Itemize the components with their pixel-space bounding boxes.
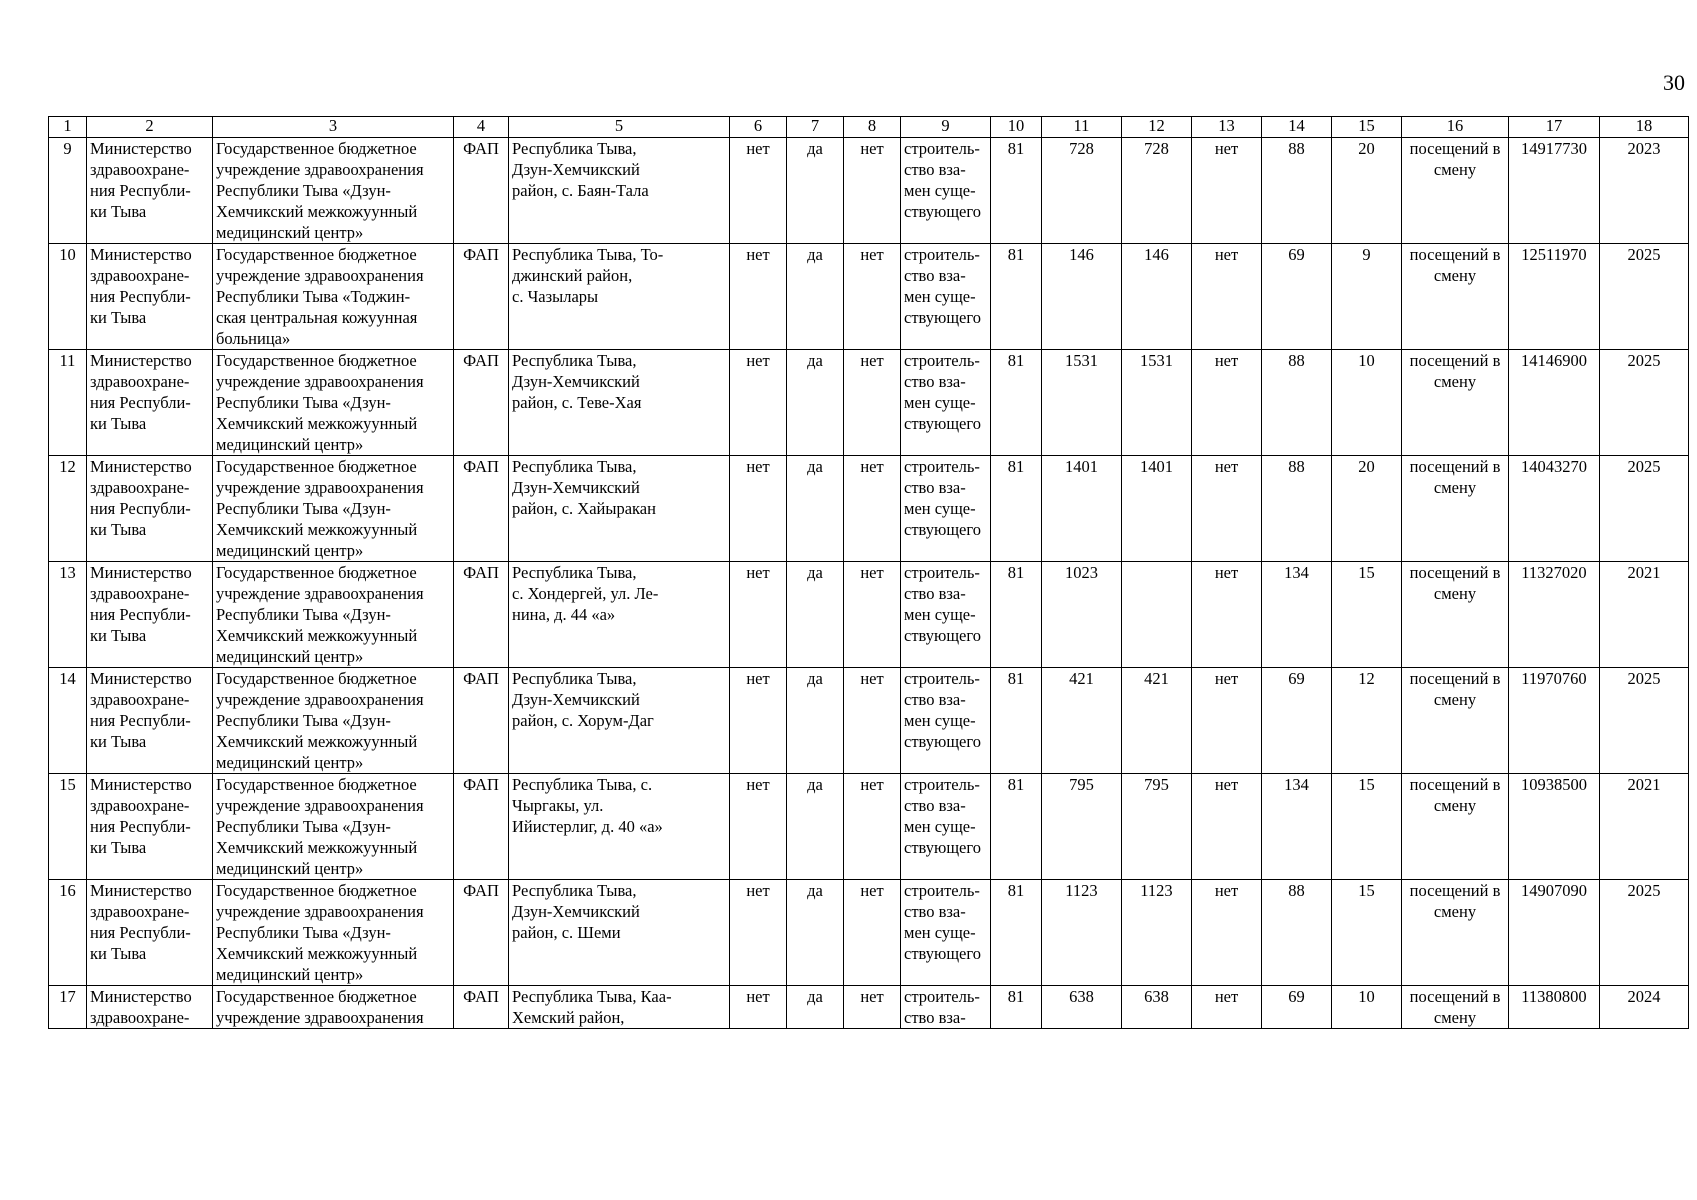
cost-cell: 10938500	[1509, 774, 1600, 880]
col8-cell: нет	[844, 880, 901, 986]
col10-cell: 81	[991, 350, 1042, 456]
col12-cell: 146	[1122, 244, 1192, 350]
column-header: 12	[1122, 117, 1192, 138]
col6-cell: нет	[730, 986, 787, 1029]
column-header: 6	[730, 117, 787, 138]
col14-cell: 88	[1262, 880, 1332, 986]
col13-cell: нет	[1192, 986, 1262, 1029]
column-header: 14	[1262, 117, 1332, 138]
facility-register-table	[48, 116, 1689, 1029]
col10-cell: 81	[991, 456, 1042, 562]
construction-type-cell: строитель- ство вза- мен суще- ствующего	[901, 774, 991, 880]
col12-cell: 1531	[1122, 350, 1192, 456]
col8-cell: нет	[844, 456, 901, 562]
address-cell: Республика Тыва, То- джинский район, с. Чазылары	[509, 244, 730, 350]
col10-cell: 81	[991, 668, 1042, 774]
column-header: 18	[1600, 117, 1689, 138]
col6-cell: нет	[730, 244, 787, 350]
year-cell: 2025	[1600, 456, 1689, 562]
capacity-unit-cell: посещений в смену	[1402, 456, 1509, 562]
col7-cell: да	[787, 880, 844, 986]
institution-cell: Государственное бюджетное учреждение здравоохранения Республики Тыва «Тоджин- ская центральная кожуунная больница»	[213, 244, 454, 350]
col7-cell: да	[787, 350, 844, 456]
col12-cell: 1401	[1122, 456, 1192, 562]
row-number: 15	[49, 774, 87, 880]
ministry-cell: Министерство здравоохране- ния Республи- ки Тыва	[87, 562, 213, 668]
cost-cell: 14043270	[1509, 456, 1600, 562]
column-header: 2	[87, 117, 213, 138]
year-cell: 2025	[1600, 244, 1689, 350]
column-header: 9	[901, 117, 991, 138]
col7-cell: да	[787, 774, 844, 880]
address-cell: Республика Тыва, Дзун-Хемчикский район, с. Шеми	[509, 880, 730, 986]
cost-cell: 11327020	[1509, 562, 1600, 668]
year-cell: 2021	[1600, 562, 1689, 668]
col6-cell: нет	[730, 138, 787, 244]
row-number: 17	[49, 986, 87, 1029]
col10-cell: 81	[991, 244, 1042, 350]
cost-cell: 11380800	[1509, 986, 1600, 1029]
col6-cell: нет	[730, 668, 787, 774]
column-header: 15	[1332, 117, 1402, 138]
address-cell: Республика Тыва, Дзун-Хемчикский район, с. Баян-Тала	[509, 138, 730, 244]
facility-type-cell: ФАП	[454, 138, 509, 244]
col12-cell: 795	[1122, 774, 1192, 880]
col8-cell: нет	[844, 138, 901, 244]
col11-cell: 795	[1042, 774, 1122, 880]
col7-cell: да	[787, 668, 844, 774]
ministry-cell: Министерство здравоохране- ния Республи- ки Тыва	[87, 350, 213, 456]
cost-cell: 14917730	[1509, 138, 1600, 244]
col15-cell: 10	[1332, 350, 1402, 456]
address-cell: Республика Тыва, Каа- Хемский район,	[509, 986, 730, 1029]
facility-type-cell: ФАП	[454, 456, 509, 562]
col7-cell: да	[787, 986, 844, 1029]
year-cell: 2025	[1600, 880, 1689, 986]
col15-cell: 15	[1332, 562, 1402, 668]
row-number: 10	[49, 244, 87, 350]
ministry-cell: Министерство здравоохране- ния Республи- ки Тыва	[87, 668, 213, 774]
facility-type-cell: ФАП	[454, 774, 509, 880]
col11-cell: 728	[1042, 138, 1122, 244]
capacity-unit-cell: посещений в смену	[1402, 774, 1509, 880]
col11-cell: 146	[1042, 244, 1122, 350]
table-row	[49, 350, 1689, 456]
col10-cell: 81	[991, 880, 1042, 986]
ministry-cell: Министерство здравоохране-	[87, 986, 213, 1029]
column-header: 1	[49, 117, 87, 138]
year-cell: 2021	[1600, 774, 1689, 880]
capacity-unit-cell: посещений в смену	[1402, 138, 1509, 244]
col8-cell: нет	[844, 350, 901, 456]
address-cell: Республика Тыва, с. Хондергей, ул. Ле- нина, д. 44 «а»	[509, 562, 730, 668]
institution-cell: Государственное бюджетное учреждение здравоохранения Республики Тыва «Дзун- Хемчикский межкожуунный медицинский центр»	[213, 350, 454, 456]
column-header: 10	[991, 117, 1042, 138]
col11-cell: 1123	[1042, 880, 1122, 986]
cost-cell: 12511970	[1509, 244, 1600, 350]
col13-cell: нет	[1192, 456, 1262, 562]
col14-cell: 69	[1262, 668, 1332, 774]
column-header: 4	[454, 117, 509, 138]
column-header: 5	[509, 117, 730, 138]
row-number: 9	[49, 138, 87, 244]
table-row	[49, 244, 1689, 350]
table-row	[49, 138, 1689, 244]
col7-cell: да	[787, 244, 844, 350]
row-number: 11	[49, 350, 87, 456]
year-cell: 2023	[1600, 138, 1689, 244]
col15-cell: 10	[1332, 986, 1402, 1029]
col8-cell: нет	[844, 774, 901, 880]
facility-type-cell: ФАП	[454, 986, 509, 1029]
column-header: 17	[1509, 117, 1600, 138]
column-number-header-row	[49, 117, 1689, 138]
construction-type-cell: строитель- ство вза- мен суще- ствующего	[901, 350, 991, 456]
col15-cell: 20	[1332, 138, 1402, 244]
col13-cell: нет	[1192, 138, 1262, 244]
institution-cell: Государственное бюджетное учреждение здравоохранения Республики Тыва «Дзун- Хемчикский межкожуунный медицинский центр»	[213, 562, 454, 668]
col10-cell: 81	[991, 986, 1042, 1029]
col13-cell: нет	[1192, 562, 1262, 668]
col13-cell: нет	[1192, 244, 1262, 350]
col8-cell: нет	[844, 668, 901, 774]
col11-cell: 421	[1042, 668, 1122, 774]
ministry-cell: Министерство здравоохране- ния Республи- ки Тыва	[87, 880, 213, 986]
ministry-cell: Министерство здравоохране- ния Республи- ки Тыва	[87, 138, 213, 244]
construction-type-cell: строитель- ство вза- мен суще- ствующего	[901, 562, 991, 668]
col14-cell: 88	[1262, 138, 1332, 244]
col13-cell: нет	[1192, 774, 1262, 880]
col14-cell: 88	[1262, 456, 1332, 562]
row-number: 12	[49, 456, 87, 562]
year-cell: 2025	[1600, 350, 1689, 456]
col15-cell: 20	[1332, 456, 1402, 562]
col6-cell: нет	[730, 562, 787, 668]
cost-cell: 11970760	[1509, 668, 1600, 774]
facility-type-cell: ФАП	[454, 350, 509, 456]
row-number: 14	[49, 668, 87, 774]
construction-type-cell: строитель- ство вза- мен суще- ствующего	[901, 244, 991, 350]
page-number: 30	[1663, 70, 1685, 95]
institution-cell: Государственное бюджетное учреждение здравоохранения Республики Тыва «Дзун- Хемчикский межкожуунный медицинский центр»	[213, 774, 454, 880]
col7-cell: да	[787, 562, 844, 668]
facility-type-cell: ФАП	[454, 244, 509, 350]
col14-cell: 69	[1262, 986, 1332, 1029]
table-row	[49, 986, 1689, 1029]
column-header: 8	[844, 117, 901, 138]
facility-type-cell: ФАП	[454, 880, 509, 986]
col15-cell: 15	[1332, 880, 1402, 986]
row-number: 13	[49, 562, 87, 668]
col6-cell: нет	[730, 350, 787, 456]
table-row	[49, 562, 1689, 668]
row-number: 16	[49, 880, 87, 986]
institution-cell: Государственное бюджетное учреждение здравоохранения Республики Тыва «Дзун- Хемчикский межкожуунный медицинский центр»	[213, 668, 454, 774]
facility-type-cell: ФАП	[454, 668, 509, 774]
col13-cell: нет	[1192, 668, 1262, 774]
table-row	[49, 456, 1689, 562]
address-cell: Республика Тыва, Дзун-Хемчикский район, с. Хайыракан	[509, 456, 730, 562]
col10-cell: 81	[991, 774, 1042, 880]
col13-cell: нет	[1192, 880, 1262, 986]
construction-type-cell: строитель- ство вза- мен суще- ствующего	[901, 456, 991, 562]
capacity-unit-cell: посещений в смену	[1402, 668, 1509, 774]
address-cell: Республика Тыва, Дзун-Хемчикский район, с. Хорум-Даг	[509, 668, 730, 774]
col6-cell: нет	[730, 880, 787, 986]
column-header: 13	[1192, 117, 1262, 138]
column-header: 11	[1042, 117, 1122, 138]
institution-cell: Государственное бюджетное учреждение здравоохранения Республики Тыва «Дзун- Хемчикский межкожуунный медицинский центр»	[213, 138, 454, 244]
col13-cell: нет	[1192, 350, 1262, 456]
address-cell: Республика Тыва, Дзун-Хемчикский район, с. Теве-Хая	[509, 350, 730, 456]
col15-cell: 15	[1332, 774, 1402, 880]
col8-cell: нет	[844, 562, 901, 668]
capacity-unit-cell: посещений в смену	[1402, 244, 1509, 350]
col10-cell: 81	[991, 138, 1042, 244]
col6-cell: нет	[730, 774, 787, 880]
construction-type-cell: строитель- ство вза- мен суще- ствующего	[901, 880, 991, 986]
capacity-unit-cell: посещений в смену	[1402, 986, 1509, 1029]
col11-cell: 638	[1042, 986, 1122, 1029]
col14-cell: 88	[1262, 350, 1332, 456]
year-cell: 2025	[1600, 668, 1689, 774]
construction-type-cell: строитель- ство вза- мен суще- ствующего	[901, 138, 991, 244]
column-header: 7	[787, 117, 844, 138]
col6-cell: нет	[730, 456, 787, 562]
table-row	[49, 880, 1689, 986]
year-cell: 2024	[1600, 986, 1689, 1029]
capacity-unit-cell: посещений в смену	[1402, 350, 1509, 456]
facility-type-cell: ФАП	[454, 562, 509, 668]
table-row	[49, 668, 1689, 774]
institution-cell: Государственное бюджетное учреждение здравоохранения Республики Тыва «Дзун- Хемчикский межкожуунный медицинский центр»	[213, 880, 454, 986]
institution-cell: Государственное бюджетное учреждение здравоохранения	[213, 986, 454, 1029]
col12-cell: 421	[1122, 668, 1192, 774]
col12-cell: 1123	[1122, 880, 1192, 986]
table-row	[49, 774, 1689, 880]
col11-cell: 1531	[1042, 350, 1122, 456]
institution-cell: Государственное бюджетное учреждение здравоохранения Республики Тыва «Дзун- Хемчикский межкожуунный медицинский центр»	[213, 456, 454, 562]
col8-cell: нет	[844, 244, 901, 350]
col15-cell: 12	[1332, 668, 1402, 774]
col7-cell: да	[787, 456, 844, 562]
address-cell: Республика Тыва, с. Чыргакы, ул. Ийистерлиг, д. 40 «а»	[509, 774, 730, 880]
col11-cell: 1401	[1042, 456, 1122, 562]
ministry-cell: Министерство здравоохране- ния Республи- ки Тыва	[87, 774, 213, 880]
ministry-cell: Министерство здравоохране- ния Республи- ки Тыва	[87, 456, 213, 562]
cost-cell: 14907090	[1509, 880, 1600, 986]
construction-type-cell: строитель- ство вза-	[901, 986, 991, 1029]
col8-cell: нет	[844, 986, 901, 1029]
capacity-unit-cell: посещений в смену	[1402, 562, 1509, 668]
col14-cell: 69	[1262, 244, 1332, 350]
construction-type-cell: строитель- ство вза- мен суще- ствующего	[901, 668, 991, 774]
col12-cell: 728	[1122, 138, 1192, 244]
col15-cell: 9	[1332, 244, 1402, 350]
col7-cell: да	[787, 138, 844, 244]
col14-cell: 134	[1262, 562, 1332, 668]
cost-cell: 14146900	[1509, 350, 1600, 456]
col10-cell: 81	[991, 562, 1042, 668]
col12-cell	[1122, 562, 1192, 668]
capacity-unit-cell: посещений в смену	[1402, 880, 1509, 986]
col12-cell: 638	[1122, 986, 1192, 1029]
column-header: 16	[1402, 117, 1509, 138]
column-header: 3	[213, 117, 454, 138]
ministry-cell: Министерство здравоохране- ния Республи- ки Тыва	[87, 244, 213, 350]
col11-cell: 1023	[1042, 562, 1122, 668]
col14-cell: 134	[1262, 774, 1332, 880]
